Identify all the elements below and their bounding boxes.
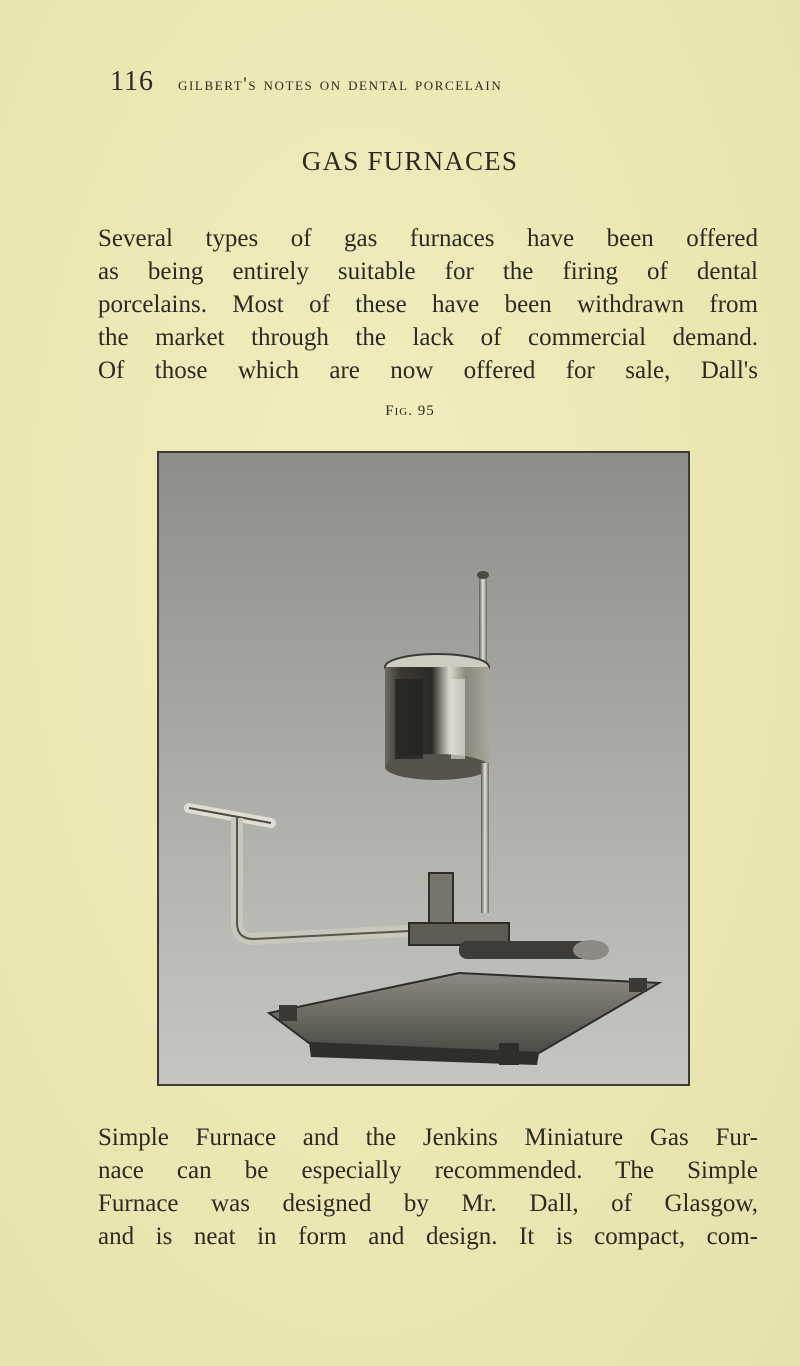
- paragraph-line: Several types of gas furnaces have been offered: [98, 225, 758, 252]
- gas-furnace-illustration: [159, 453, 688, 1084]
- base-plate: [269, 973, 659, 1053]
- paragraph-line: Of those which are now offered for sale, Dall's: [98, 357, 758, 384]
- running-title: gilbert's notes on dental porcelain: [178, 74, 503, 95]
- running-head: [110, 66, 750, 106]
- paragraph-bottom: [98, 1121, 758, 1253]
- paragraph-line: the market through the lack of commercial demand.: [98, 324, 758, 351]
- paragraph-line: Furnace was designed by Mr. Dall, of Glasgow,: [98, 1190, 758, 1217]
- paragraph-line: porcelains. Most of these have been withdrawn from: [98, 291, 758, 318]
- paragraph-line: Simple Furnace and the Jenkins Miniature Gas Fur-: [98, 1124, 758, 1151]
- page-number: 116: [110, 66, 154, 97]
- figure-label: Fig. 95: [385, 403, 435, 419]
- top-rod: [479, 573, 487, 663]
- section-heading: GAS FURNACES: [301, 146, 519, 176]
- paragraph-line: as being entirely suitable for the firing of dental: [98, 258, 758, 285]
- paragraph-line: nace can be especially recommended. The Simple: [98, 1157, 758, 1184]
- paragraph-top: [98, 222, 758, 387]
- figure-photograph: [157, 451, 690, 1086]
- paragraph-line: and is neat in form and design. It is compact, com-: [98, 1223, 758, 1250]
- support-rod: [481, 763, 489, 913]
- gas-pipe: [237, 818, 409, 939]
